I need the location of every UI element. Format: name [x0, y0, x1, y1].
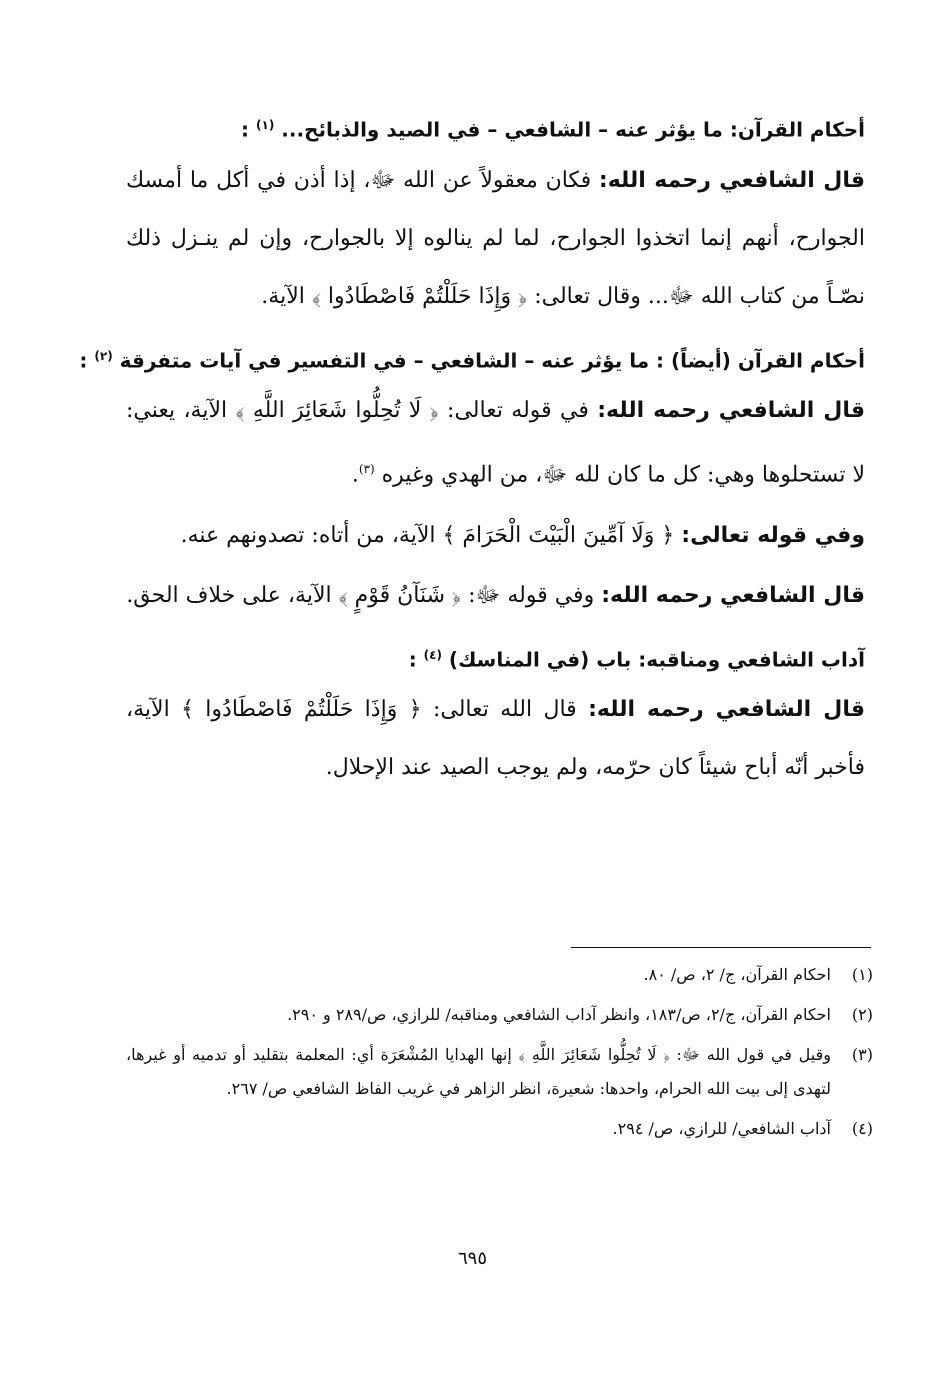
section-heading-1-text: أحكام القرآن: ما يؤثر عنه – الشافعي – في الصيد والذبائح... — [281, 117, 865, 142]
footnote-marker-1: (١) — [256, 118, 275, 132]
footnote-number: (٣) — [851, 1045, 873, 1064]
section-heading-3 — [126, 635, 865, 680]
footnote-item — [126, 998, 873, 1032]
footnote-text: احكام القرآن، ج/٢، ص/١٨٣، وانظر آداب الشافعي ومناقبه/ للرازي، ص/٢٨٩ و ٢٩٠. — [287, 1005, 831, 1024]
paragraph-3-text: ﴿ وَلَا آمِّينَ الْبَيْتَ الْحَرَامَ ﴾ الآية، من أتاه: تصدونهم عنه. — [180, 522, 675, 548]
footnote-number: (٤) — [851, 1119, 873, 1138]
paragraph-5-speaker: قال الشافعي رحمه الله: — [588, 697, 866, 723]
paragraph-3 — [126, 507, 865, 565]
section-heading-1 — [126, 105, 865, 150]
paragraph-1 — [126, 152, 865, 326]
paragraph-1-speaker: قال الشافعي رحمه الله: — [598, 167, 866, 193]
footnote-marker-2: (٢) — [94, 348, 113, 363]
paragraph-2-speaker: قال الشافعي رحمه الله: — [597, 398, 866, 424]
heading-colon: : — [408, 647, 417, 672]
footnote-text: وقيل في قول الله ﷻ: ﴿ لَا تُحِلُّوا شَعَائِرَ اللَّهِ ﴾ إنها الهدايا المُشْعَرَة أي: المعلمة بتقليد أو تدميه أو غيرها، لتهدى إلى بيت الله الحرام، واحدها: شعيرة، انظر الزاهر في غريب الفاظ الشافعي ص/ ٢٦٧. — [126, 1045, 831, 1098]
paragraph-4 — [126, 567, 865, 625]
period: . — [351, 462, 359, 488]
footnotes — [126, 958, 873, 1152]
footnote-number: (١) — [851, 965, 873, 984]
footnote-separator — [571, 947, 871, 948]
footnote-item — [126, 1038, 873, 1106]
footnote-marker-4: (٤) — [423, 647, 442, 662]
paragraph-3-speaker: وفي قوله تعالى: — [681, 522, 865, 548]
footnote-text: احكام القرآن، ج/ ٢، ص/ ٨٠. — [643, 965, 831, 984]
heading-colon: : — [79, 348, 88, 373]
footnote-marker-3: (٣) — [358, 462, 375, 477]
section-heading-3-text: آداب الشافعي ومناقبه: باب (في المناسك) — [448, 647, 865, 672]
footnote-item — [126, 958, 873, 992]
footnote-item — [126, 1112, 873, 1146]
paragraph-4-speaker: قال الشافعي رحمه الله: — [601, 582, 865, 608]
footnote-text: آداب الشافعي/ للرازي، ص/ ٢٩٤. — [612, 1119, 831, 1138]
paragraph-5-text: قال الله تعالى: ﴿ وَإِذَا حَلَلْتُمْ فَاصْطَادُوا ﴾ الآية، فأخبر أنّه أباح شيئاً كان حرّمه، ولم يوجب الصيد عند الإحلال. — [126, 697, 865, 781]
paragraph-2-text: في قوله تعالى: ﴿ لَا تُحِلُّوا شَعَائِرَ اللَّهِ ﴾ الآية، يعني: لا تستحلوها وهي: كل ما كان لله ﷻ، من الهدي وغيره — [126, 398, 865, 488]
footnote-number: (٢) — [851, 1005, 873, 1024]
paragraph-2 — [126, 382, 865, 504]
section-heading-2-text: أحكام القرآن (أيضاً) : ما يؤثر عنه – الشافعي – في التفسير في آيات متفرقة — [119, 348, 865, 373]
paragraph-1-text: فكان معقولاً عن الله ﷻ، إذا أذن في أكل ما أمسك الجوارح، أنهم إنما اتخذوا الجوارح، لما لم ينالوه إلا بالجوارح، وإن لم ينـزل ذلك نصّـاً من كتاب الله ﷻ... وقال تعالى: ﴿ وَإِذَا حَلَلْتُمْ فَاصْطَادُوا ﴾ الآية. — [126, 167, 865, 309]
paragraph-5 — [126, 681, 865, 797]
page-number: ٦٩٥ — [457, 1248, 487, 1269]
main-text — [79, 105, 866, 797]
section-heading-2 — [79, 336, 865, 381]
heading-colon: : — [241, 117, 250, 142]
paragraph-4-text: وفي قوله ﷻ: ﴿ شَنَآنُ قَوْمٍ ﴾ الآية، على خلاف الحق. — [126, 582, 595, 608]
